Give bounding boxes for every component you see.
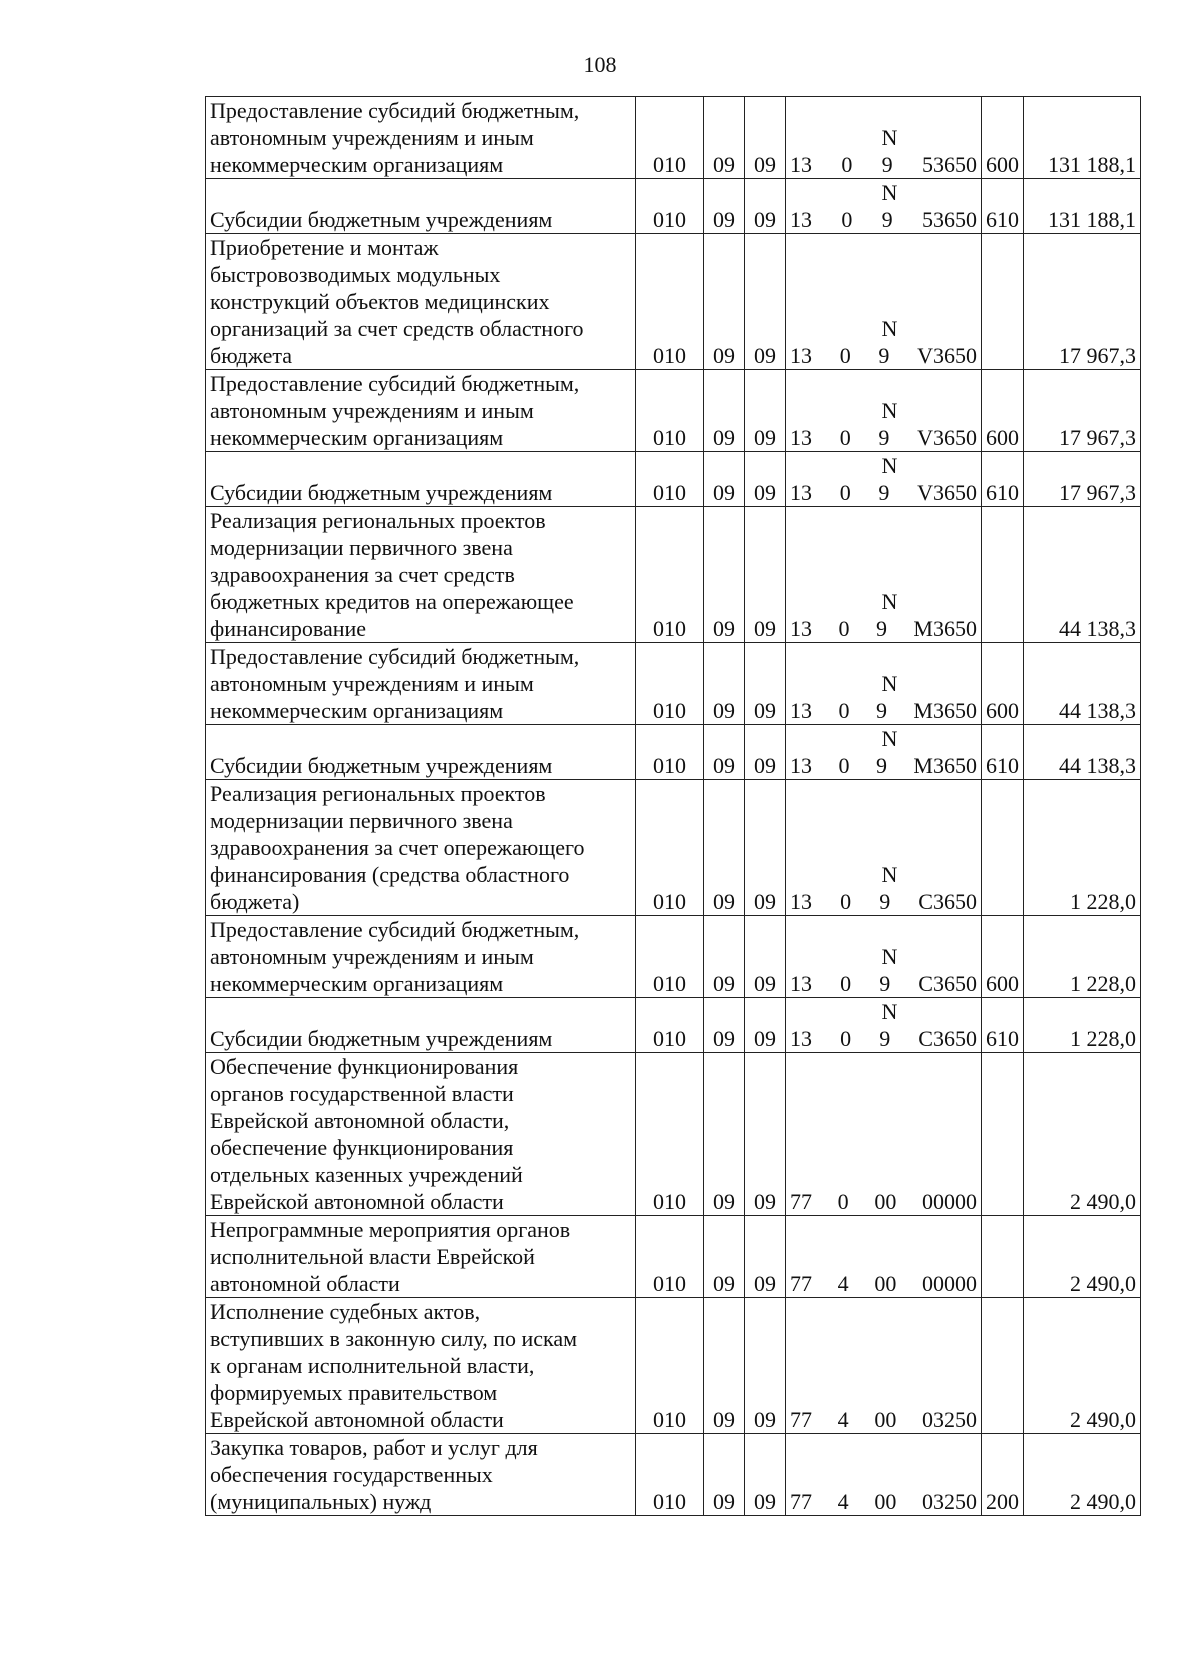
expense-type-code — [982, 1216, 1024, 1298]
csr-part: 13 — [790, 152, 812, 177]
csr-part: 0 — [838, 698, 850, 723]
admin-code: 010 — [636, 97, 704, 179]
csr-part: 0 — [838, 616, 850, 641]
csr-part: 0 — [839, 343, 851, 368]
admin-code: 010 — [636, 998, 704, 1053]
expense-type-code: 600 — [982, 97, 1024, 179]
expense-type-code — [982, 780, 1024, 916]
csr-part: 9 — [875, 616, 887, 641]
csr-part: 77 — [790, 1407, 812, 1432]
row-name: Закупка товаров, работ и услуг для обеспечения государственных (муниципальных) нужд — [206, 1434, 636, 1516]
csr-part: 0 — [839, 480, 851, 505]
csr-part: 13 — [790, 698, 812, 723]
admin-code: 010 — [636, 780, 704, 916]
expense-type-code — [982, 1053, 1024, 1216]
expense-type-code: 610 — [982, 998, 1024, 1053]
csr-part: 13 — [790, 343, 812, 368]
amount: 131 188,1 — [1024, 97, 1141, 179]
admin-code: 010 — [636, 916, 704, 998]
target-article-prefix: N — [881, 180, 898, 205]
table-row — [206, 1298, 1141, 1434]
csr-part: 00 — [874, 1189, 897, 1214]
table-row — [206, 780, 1141, 916]
csr-part: V3650 — [917, 425, 977, 450]
subsection-code: 09 — [745, 1434, 786, 1516]
csr-part: 9 — [878, 343, 890, 368]
csr-part: 0 — [840, 971, 852, 996]
row-name: Реализация региональных проектов модернизации первичного звена здравоохранения за счет опережающего финансирования (средства областного бюджета) — [206, 780, 636, 916]
table-row — [206, 998, 1141, 1053]
expense-type-code: 200 — [982, 1434, 1024, 1516]
section-code: 09 — [704, 643, 745, 725]
budget-table — [205, 96, 1141, 1516]
section-code: 09 — [704, 1216, 745, 1298]
subsection-code: 09 — [745, 1298, 786, 1434]
subsection-code: 09 — [745, 643, 786, 725]
csr-part: 0 — [840, 1026, 852, 1051]
target-article-code — [786, 452, 982, 507]
table-row — [206, 725, 1141, 780]
table-row — [206, 1434, 1141, 1516]
csr-part: 0 — [841, 207, 853, 232]
csr-part: 0 — [840, 889, 852, 914]
csr-part: V3650 — [917, 480, 977, 505]
amount: 44 138,3 — [1024, 725, 1141, 780]
subsection-code: 09 — [745, 234, 786, 370]
target-article-prefix: N — [881, 125, 898, 150]
subsection-code: 09 — [745, 725, 786, 780]
subsection-code: 09 — [745, 452, 786, 507]
table-row — [206, 1053, 1141, 1216]
section-code: 09 — [704, 916, 745, 998]
csr-part: 03250 — [921, 1489, 977, 1514]
csr-part: 9 — [875, 753, 887, 778]
table-row — [206, 370, 1141, 452]
csr-part: 00 — [874, 1407, 897, 1432]
csr-part: C3650 — [918, 889, 977, 914]
csr-part: M3650 — [913, 698, 977, 723]
target-article-code — [786, 998, 982, 1053]
csr-part: 00000 — [921, 1271, 977, 1296]
csr-part: 13 — [790, 207, 812, 232]
table-row — [206, 97, 1141, 179]
csr-part: 13 — [790, 753, 812, 778]
target-article-code — [786, 97, 982, 179]
subsection-code: 09 — [745, 97, 786, 179]
target-article-code — [786, 1298, 982, 1434]
admin-code: 010 — [636, 1434, 704, 1516]
target-article-code — [786, 780, 982, 916]
admin-code: 010 — [636, 643, 704, 725]
table-row — [206, 179, 1141, 234]
csr-part: 13 — [790, 425, 812, 450]
budget-table-body — [206, 97, 1141, 1516]
admin-code: 010 — [636, 507, 704, 643]
csr-part: M3650 — [913, 753, 977, 778]
row-name: Предоставление субсидий бюджетным, автономным учреждениям и иным некоммерческим организациям — [206, 370, 636, 452]
csr-part: 53650 — [921, 207, 977, 232]
target-article-code — [786, 725, 982, 780]
target-article-code — [786, 1434, 982, 1516]
row-name: Субсидии бюджетным учреждениям — [206, 998, 636, 1053]
table-row — [206, 643, 1141, 725]
table-row — [206, 234, 1141, 370]
csr-part: 9 — [878, 425, 890, 450]
csr-part: M3650 — [913, 616, 977, 641]
csr-part: 77 — [790, 1271, 812, 1296]
subsection-code: 09 — [745, 998, 786, 1053]
csr-part: C3650 — [918, 1026, 977, 1051]
csr-part: 13 — [790, 1026, 812, 1051]
csr-part: 00 — [874, 1489, 897, 1514]
admin-code: 010 — [636, 1053, 704, 1216]
expense-type-code: 600 — [982, 643, 1024, 725]
csr-part: 00000 — [921, 1189, 977, 1214]
table-row — [206, 507, 1141, 643]
csr-part: 13 — [790, 480, 812, 505]
subsection-code: 09 — [745, 179, 786, 234]
amount: 44 138,3 — [1024, 507, 1141, 643]
section-code: 09 — [704, 452, 745, 507]
row-name: Предоставление субсидий бюджетным, автономным учреждениям и иным некоммерческим организациям — [206, 643, 636, 725]
target-article-prefix: N — [881, 726, 898, 751]
row-name: Субсидии бюджетным учреждениям — [206, 179, 636, 234]
csr-part: 9 — [879, 889, 891, 914]
amount: 2 490,0 — [1024, 1053, 1141, 1216]
section-code: 09 — [704, 370, 745, 452]
amount: 17 967,3 — [1024, 370, 1141, 452]
csr-part: 53650 — [921, 152, 977, 177]
target-article-prefix: N — [881, 862, 898, 887]
section-code: 09 — [704, 998, 745, 1053]
expense-type-code: 610 — [982, 179, 1024, 234]
row-name: Предоставление субсидий бюджетным, автономным учреждениям и иным некоммерческим организациям — [206, 97, 636, 179]
amount: 17 967,3 — [1024, 452, 1141, 507]
row-name: Реализация региональных проектов модернизации первичного звена здравоохранения за счет средств бюджетных кредитов на опережающее финансирование — [206, 507, 636, 643]
csr-part: 9 — [875, 698, 887, 723]
target-article-code — [786, 643, 982, 725]
csr-part: 9 — [879, 1026, 891, 1051]
section-code: 09 — [704, 1053, 745, 1216]
row-name: Исполнение судебных актов, вступивших в законную силу, по искам к органам исполнительной власти, формируемых правительством Еврейской автономной области — [206, 1298, 636, 1434]
admin-code: 010 — [636, 179, 704, 234]
csr-part: 03250 — [921, 1407, 977, 1432]
row-name: Непрограммные мероприятия органов исполнительной власти Еврейской автономной области — [206, 1216, 636, 1298]
subsection-code: 09 — [745, 1053, 786, 1216]
section-code: 09 — [704, 725, 745, 780]
csr-part: 4 — [837, 1271, 849, 1296]
subsection-code: 09 — [745, 780, 786, 916]
row-name: Приобретение и монтаж быстровозводимых модульных конструкций объектов медицинских организаций за счет средств областного бюджета — [206, 234, 636, 370]
target-article-code — [786, 507, 982, 643]
csr-part: 9 — [881, 152, 893, 177]
target-article-prefix: N — [881, 316, 898, 341]
target-article-prefix: N — [881, 453, 898, 478]
subsection-code: 09 — [745, 507, 786, 643]
section-code: 09 — [704, 179, 745, 234]
subsection-code: 09 — [745, 370, 786, 452]
admin-code: 010 — [636, 1216, 704, 1298]
admin-code: 010 — [636, 452, 704, 507]
table-row — [206, 916, 1141, 998]
amount: 1 228,0 — [1024, 916, 1141, 998]
subsection-code: 09 — [745, 916, 786, 998]
expense-type-code — [982, 507, 1024, 643]
row-name: Субсидии бюджетным учреждениям — [206, 452, 636, 507]
target-article-prefix: N — [881, 671, 898, 696]
csr-part: 13 — [790, 616, 812, 641]
section-code: 09 — [704, 507, 745, 643]
csr-part: 13 — [790, 971, 812, 996]
table-row — [206, 1216, 1141, 1298]
csr-part: 77 — [790, 1189, 812, 1214]
csr-part: 0 — [839, 425, 851, 450]
csr-part: V3650 — [917, 343, 977, 368]
target-article-prefix: N — [881, 944, 898, 969]
csr-part: C3650 — [918, 971, 977, 996]
subsection-code: 09 — [745, 1216, 786, 1298]
csr-part: 0 — [841, 152, 853, 177]
table-row — [206, 452, 1141, 507]
amount: 44 138,3 — [1024, 643, 1141, 725]
expense-type-code: 600 — [982, 916, 1024, 998]
amount: 2 490,0 — [1024, 1298, 1141, 1434]
expense-type-code — [982, 234, 1024, 370]
csr-part: 4 — [837, 1489, 849, 1514]
csr-part: 77 — [790, 1489, 812, 1514]
target-article-code — [786, 179, 982, 234]
section-code: 09 — [704, 97, 745, 179]
admin-code: 010 — [636, 725, 704, 780]
admin-code: 010 — [636, 1298, 704, 1434]
csr-part: 0 — [838, 753, 850, 778]
target-article-code — [786, 234, 982, 370]
target-article-code — [786, 916, 982, 998]
amount: 2 490,0 — [1024, 1216, 1141, 1298]
csr-part: 9 — [881, 207, 893, 232]
target-article-prefix: N — [881, 398, 898, 423]
section-code: 09 — [704, 1434, 745, 1516]
admin-code: 010 — [636, 234, 704, 370]
section-code: 09 — [704, 1298, 745, 1434]
amount: 17 967,3 — [1024, 234, 1141, 370]
csr-part: 9 — [878, 480, 890, 505]
amount: 131 188,1 — [1024, 179, 1141, 234]
row-name: Обеспечение функционирования органов государственной власти Еврейской автономной области, обеспечение функционирования отдельных казенных учреждений Еврейской автономной области — [206, 1053, 636, 1216]
expense-type-code: 600 — [982, 370, 1024, 452]
csr-part: 9 — [879, 971, 891, 996]
expense-type-code: 610 — [982, 452, 1024, 507]
expense-type-code: 610 — [982, 725, 1024, 780]
amount: 2 490,0 — [1024, 1434, 1141, 1516]
amount: 1 228,0 — [1024, 780, 1141, 916]
target-article-code — [786, 1053, 982, 1216]
target-article-code — [786, 1216, 982, 1298]
section-code: 09 — [704, 234, 745, 370]
expense-type-code — [982, 1298, 1024, 1434]
csr-part: 00 — [874, 1271, 897, 1296]
row-name: Предоставление субсидий бюджетным, автономным учреждениям и иным некоммерческим организациям — [206, 916, 636, 998]
admin-code: 010 — [636, 370, 704, 452]
section-code: 09 — [704, 780, 745, 916]
csr-part: 0 — [837, 1189, 849, 1214]
csr-part: 4 — [837, 1407, 849, 1432]
page-number: 108 — [583, 52, 617, 77]
row-name: Субсидии бюджетным учреждениям — [206, 725, 636, 780]
target-article-prefix: N — [881, 589, 898, 614]
amount: 1 228,0 — [1024, 998, 1141, 1053]
target-article-code — [786, 370, 982, 452]
target-article-prefix: N — [881, 999, 898, 1024]
csr-part: 13 — [790, 889, 812, 914]
